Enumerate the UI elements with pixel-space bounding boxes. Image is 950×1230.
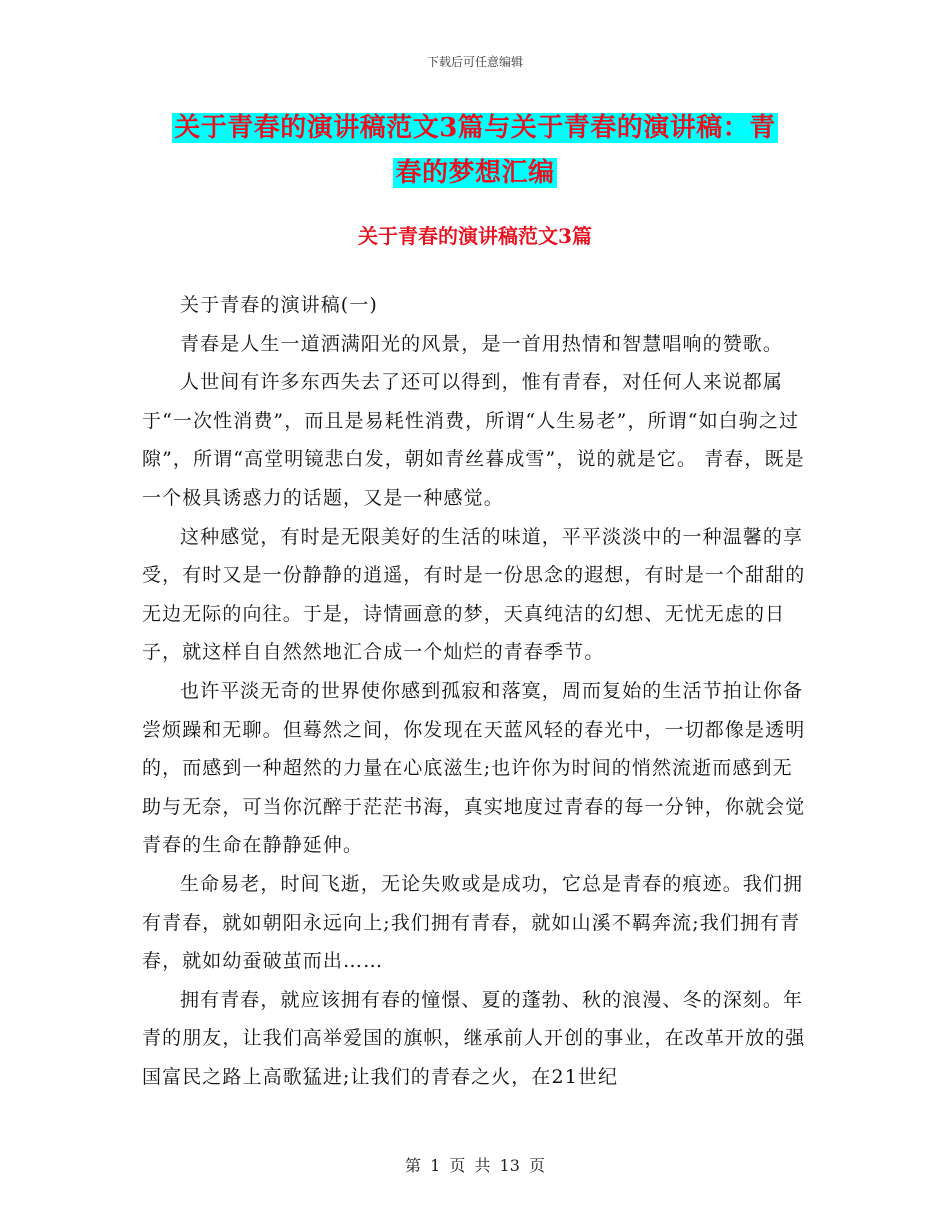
title-highlight: 春的梦想汇编 xyxy=(395,158,555,188)
body-text xyxy=(142,286,808,1096)
paragraph: 这种感觉，有时是无限美好的生活的味道，平平淡淡中的一种温馨的享受，有时又是一份静静的逍遥，有时是一份思念的遐想，有时是一个甜甜的无边无际的向往。于是，诗情画意的梦，天真纯洁的幻想、无忧无虑的日子，就这样自自然然地汇合成一个灿烂的青春季节。 xyxy=(142,525,806,664)
paragraph: 也许平淡无奇的世界使你感到孤寂和落寞，周而复始的生活节拍让你备尝烦躁和无聊。但蓦然之间，你发现在天蓝风轻的春光中，一切都像是透明的，而感到一种超然的力量在心底滋生;也许你为时间的悄然流逝而感到无助与无奈，可当你沉醉于茫茫书海，真实地度过青春的每一分钟，你就会觉青春的生命在静静延伸。 xyxy=(142,679,806,857)
section-subtitle: 关于青春的演讲稿范文3篇 xyxy=(358,224,592,248)
paragraph: 生命易老，时间飞逝，无论失败或是成功，它总是青春的痕迹。我们拥有青春，就如朝阳永远向上;我们拥有青春，就如山溪不羁奔流;我们拥有青春，就如幼蚕破茧而出…… xyxy=(142,872,804,973)
title-highlight: 关于青春的演讲稿范文3篇与关于青春的演讲稿：青 xyxy=(174,113,776,143)
paragraph: 人世间有许多东西失去了还可以得到，惟有青春，对任何人来说都属于“一次性消费”，而且是易耗性消费，所谓“人生易老”，所谓“如白驹之过隙”，所谓“高堂明镜悲白发，朝如青丝暮成雪”，说的就是它。 青春，既是一个极具诱惑力的话题，又是一种感觉。 xyxy=(142,371,805,509)
document-title-line-2 xyxy=(0,153,950,193)
paragraph-heading: 关于青春的演讲稿(一) xyxy=(180,294,378,316)
header-note: 下载后可任意编辑 xyxy=(426,55,523,69)
paragraph: 青春是人生一道洒满阳光的风景，是一首用热情和智慧唱响的赞歌。 xyxy=(180,332,784,355)
document-title-line-1 xyxy=(0,108,950,148)
paragraph: 拥有青春，就应该拥有春的憧憬、夏的蓬勃、秋的浪漫、冬的深刻。年青的朋友，让我们高举爱国的旗帜，继承前人开创的事业，在改革开放的强国富民之路上高歌猛进;让我们的青春之火，在21世纪 xyxy=(142,988,806,1088)
page-number: 第 1 页 共 13 页 xyxy=(405,1156,545,1175)
